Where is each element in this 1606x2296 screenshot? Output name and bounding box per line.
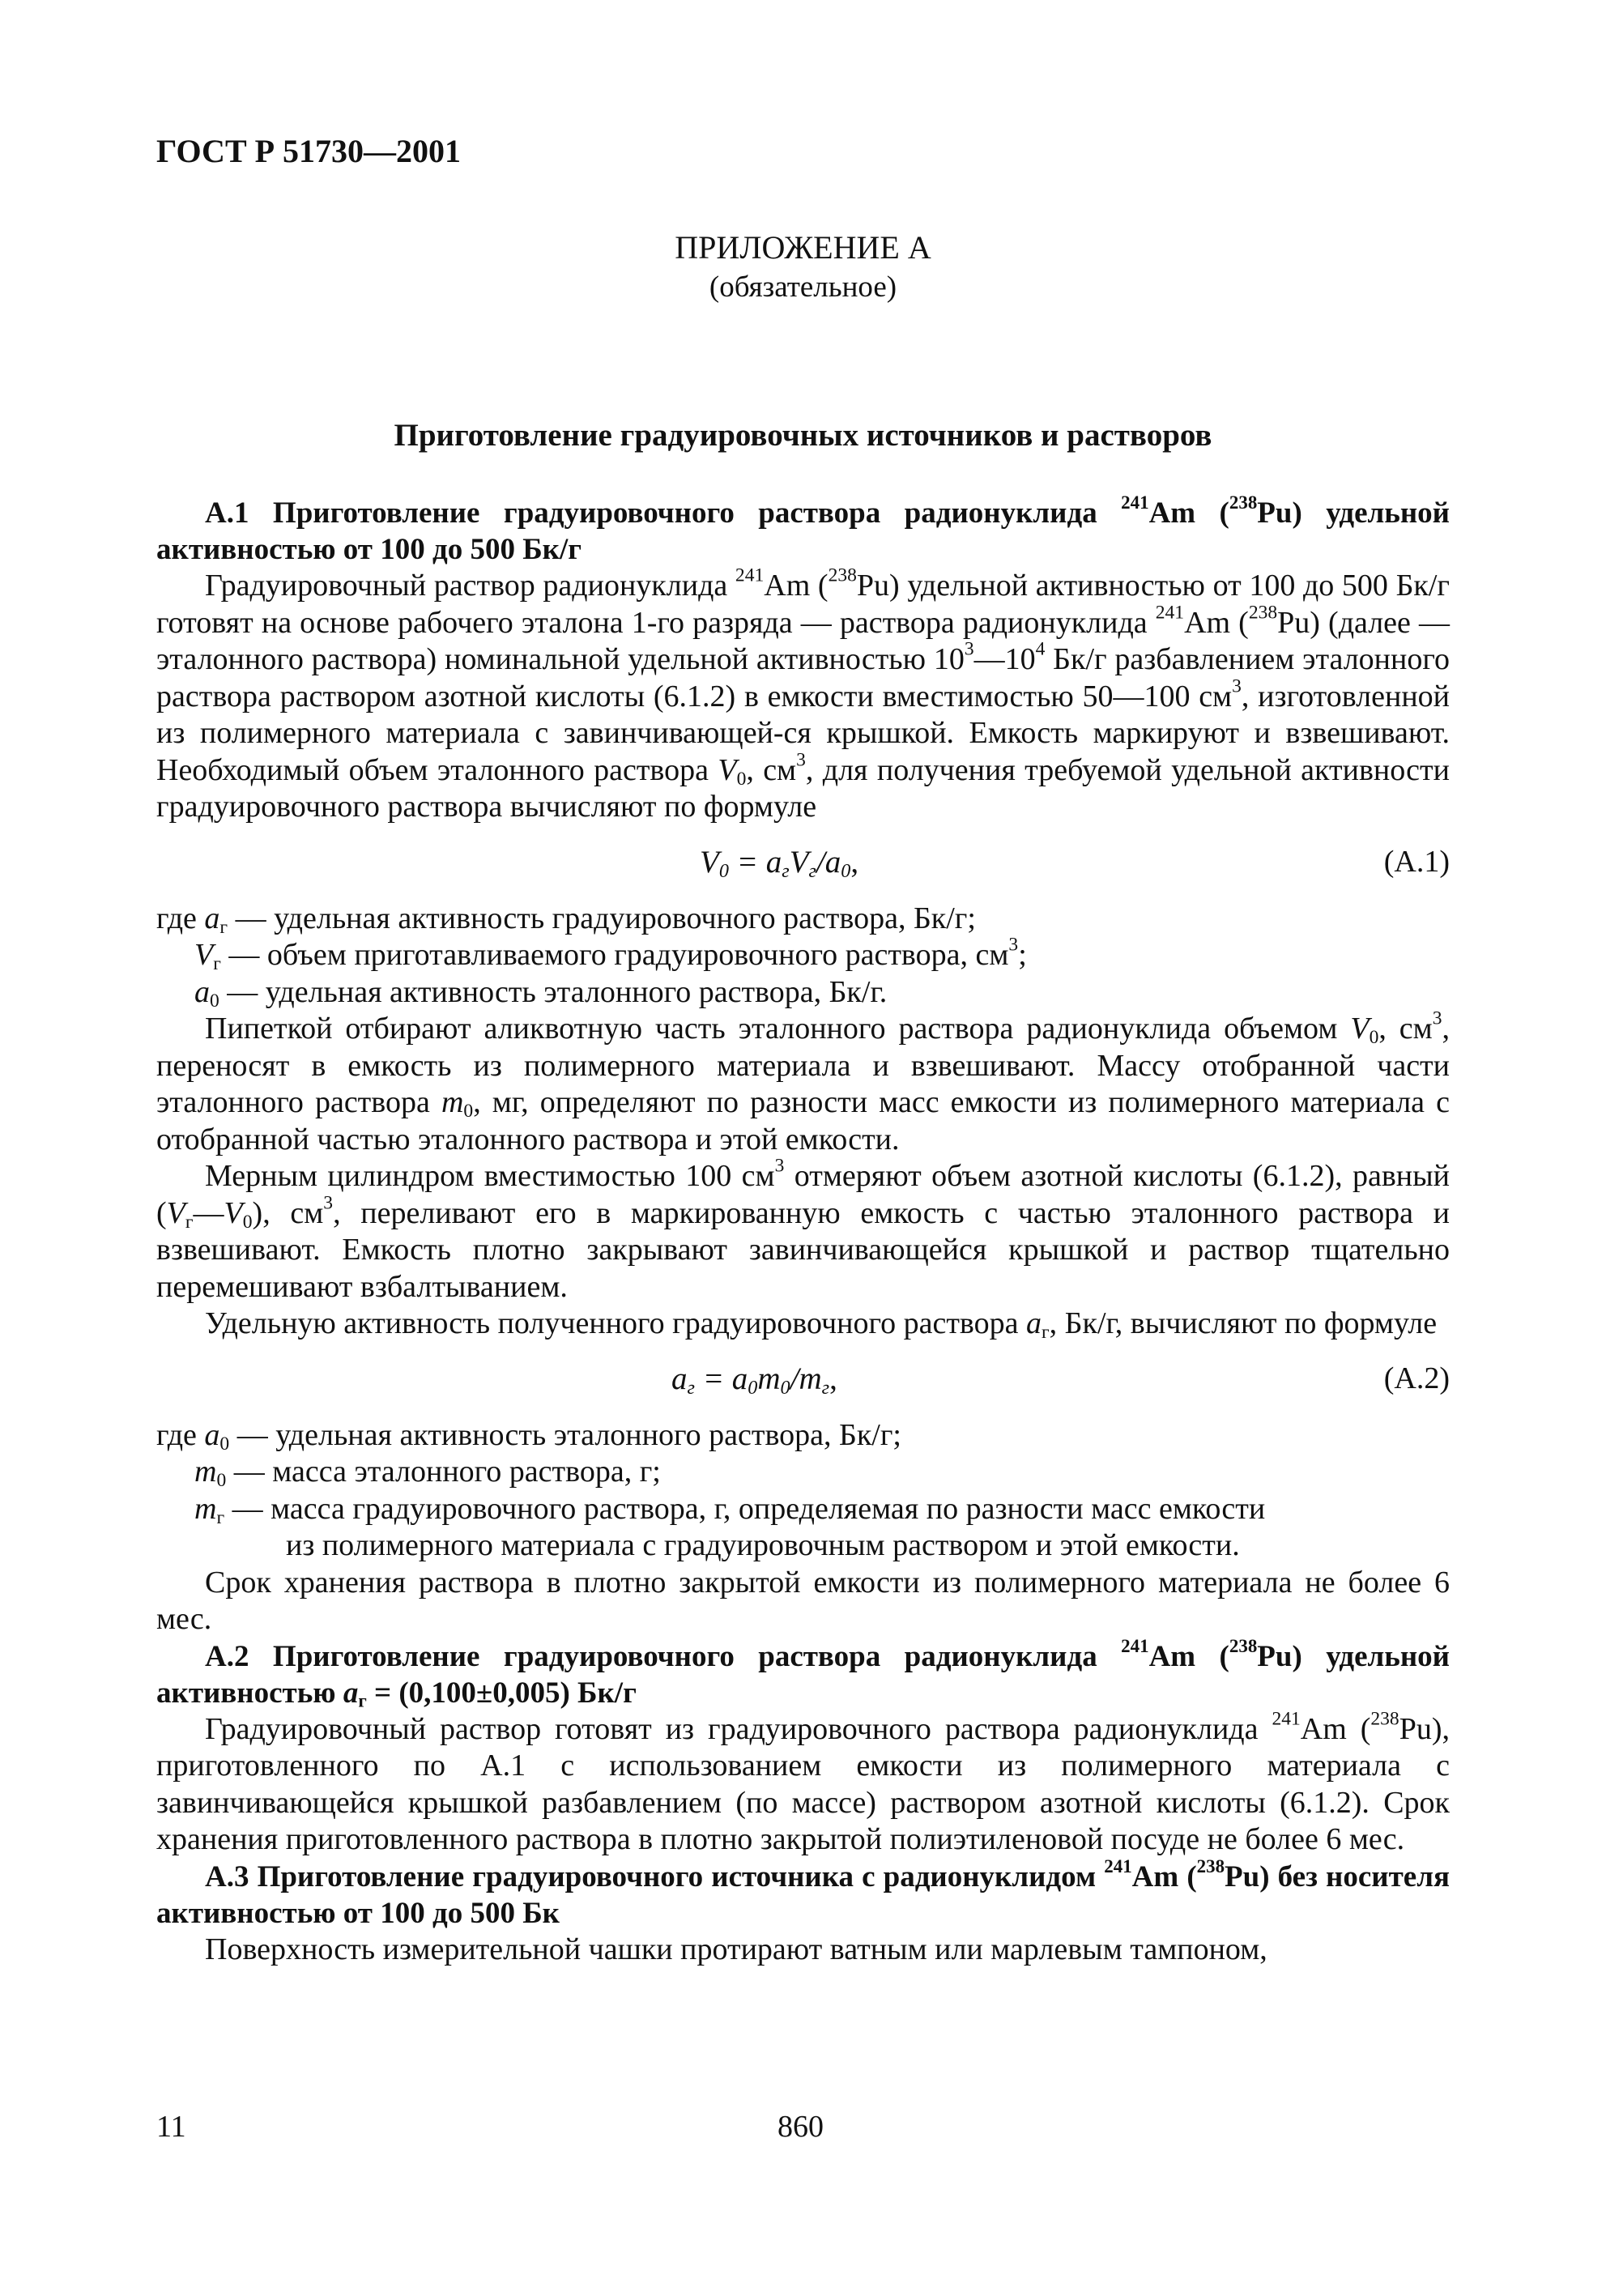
section-a2-heading: А.2 Приготовление градуировочного раствора радионуклида $^{241}$Am ($^{238}$Pu) удельной активностью $a_г = (0,100\pm 0,005)$ Бк/г	[156, 1635, 1450, 1711]
section-a1-paragraph-4: Удельную активность полученного градуировочного раствора $a_г$, Бк/г, вычисляют по формуле	[205, 1306, 1438, 1343]
legend-item-m0: $m_0$ — масса эталонного раствора, г;	[194, 1455, 661, 1491]
section-a2-paragraph: Градуировочный раствор готовят из градуировочного раствора радионуклида $^{241}$Am ($^{238}$Pu), приготовленного по А.1 с использованием емкости из полимерного материала с завинчивающейся крышкой разбавлением (по массе) раствором азотной кислоты (6.1.2). Срок хранения приготовленного раствора в плотно закрытой полиэтиленовой посуде не более 6 мес.	[156, 1707, 1450, 1856]
legend-item-a0: $a_0$ — удельная активность эталонного раствора, Бк/г.	[194, 974, 888, 1012]
legend-item-vg: $V_г$ — объем приготавливаемого градуировочного раствора, $см^3$;	[194, 934, 1027, 974]
formula-a2-expression: $a_г = a_0m_0/m_г$,	[671, 1361, 837, 1399]
formula-a1-legend	[156, 901, 1450, 1012]
section-a1-paragraph-5: Срок хранения раствора в плотно закрытой емкости из полимерного материала не более 6 мес.	[156, 1565, 1450, 1636]
page-number-center: 860	[777, 2110, 824, 2144]
document-body	[156, 492, 1451, 1968]
section-a3-heading: А.3 Приготовление градуировочного источника с радионуклидом $^{241}$Am ($^{238}$Pu) без носителя активностью от 100 до 500 Бк	[156, 1855, 1450, 1930]
standard-code: ГОСТ Р 51730—2001	[156, 133, 462, 169]
formula-a1-number: (А.1)	[1383, 844, 1450, 879]
page-number-left: 11	[156, 2110, 186, 2144]
formula-a2	[156, 1343, 1450, 1417]
formula-a1-expression: $V_0 = a_гV_г/a_0$,	[700, 844, 859, 882]
section-a3-paragraph: Поверхность измерительной чашки протирают ватным или марлевым тампоном,	[205, 1932, 1267, 1966]
formula-a1	[156, 826, 1450, 901]
legend-item-ag: где $a_г$ — удельная активность градуировочного раствора, Бк/г;	[156, 901, 976, 938]
appendix-title: ПРИЛОЖЕНИЕ А	[675, 229, 931, 266]
appendix-note: (обязательное)	[709, 270, 897, 304]
section-a1-paragraph-3: Мерным цилиндром вместимостью 100 $см^3$ отмеряют объем азотной кислоты (6.1.2), равный $(V_г—V_0)$, $см^3$, переливают его в маркированную емкость с частью эталонного раствора и взвешивают. Емкость плотно закрывают завинчивающейся крышкой и раствор тщательно перемешивают взбалтыванием.	[156, 1155, 1450, 1304]
legend-item-a0: где $a_0$ — удельная активность эталонного раствора, Бк/г;	[156, 1417, 901, 1455]
document-title: Приготовление градуировочных источников и растворов	[394, 418, 1212, 453]
legend-item-mg-continued: из полимерного материала с градуировочным раствором и этой емкости.	[286, 1528, 1240, 1562]
section-a1-paragraph-2: Пипеткой отбирают аликвотную часть эталонного раствора радионуклида объемом $V_0$, $см^3$, переносят в емкость из полимерного материала и взвешивают. Массу отобранной части эталонного раствора $m_0$, мг, определяют по разности масс емкости из полимерного материала с отобранной частью эталонного раствора и этой емкости.	[156, 1007, 1450, 1157]
section-a1-paragraph-1: Градуировочный раствор радионуклида $^{241}$Am ($^{238}$Pu) удельной активностью от 100 до 500 Бк/г готовят на основе рабочего эталона 1-го разряда — раствора радионуклида $^{241}$Am ($^{238}$Pu) (далее — эталонного раствора) номинальной удельной активностью $10^3—10^4$ Бк/г разбавлением эталонного раствора раствором азотной кислоты (6.1.2) в емкости вместимостью 50—100 $см^3$, изготовленной из полимерного материала с завинчивающей-ся крышкой. Емкость маркируют и взвешивают. Необходимый объем эталонного раствора $V_0$, $см^3$, для получения требуемой удельной активности градуировочного раствора вычисляют по формуле	[156, 564, 1451, 824]
formula-a2-number: (А.2)	[1383, 1361, 1450, 1395]
legend-item-mg: $m_г$ — масса градуировочного раствора, г, определяемая по разности масс емкости	[194, 1491, 1266, 1528]
section-a1-heading: А.1 Приготовление градуировочного раствора радионуклида $^{241}$Am ($^{238}$Pu) удельной активностью от 100 до 500 Бк/г	[156, 492, 1450, 566]
formula-a2-legend	[156, 1417, 1450, 1565]
